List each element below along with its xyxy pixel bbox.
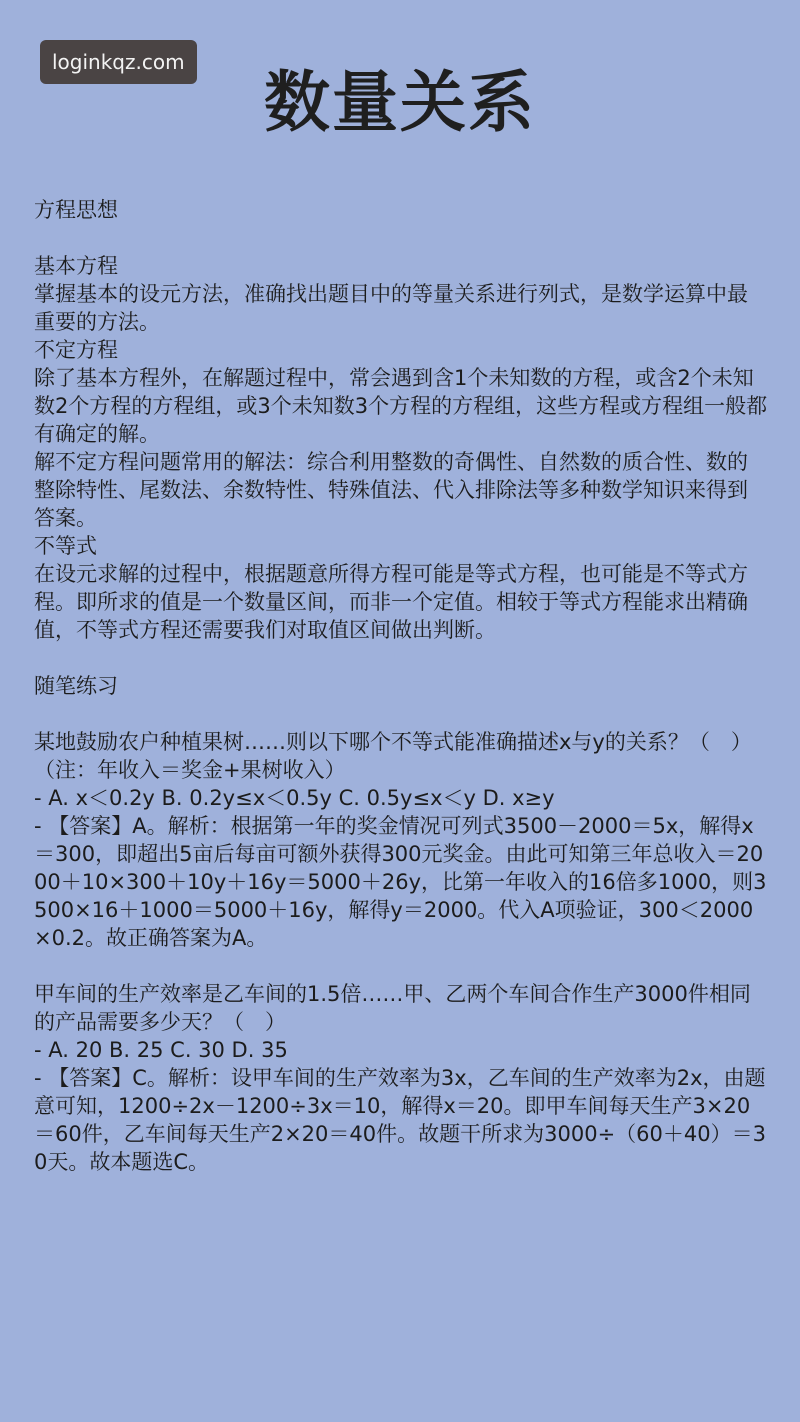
question-1-text: 某地鼓励农户种植果树……则以下哪个不等式能准确描述x与y的关系？（ ）（注：年收入＝奖金+果树收入）	[34, 730, 752, 782]
question-1-options: - A. x＜0.2y B. 0.2y≤x＜0.5y C. 0.5y≤x＜y D. x≥y	[34, 786, 555, 810]
subheading-basic-equation: 基本方程	[34, 254, 118, 278]
spacer	[34, 700, 768, 728]
question-1-answer: - 【答案】A。解析：根据第一年的奖金情况可列式3500－2000＝5x，解得x＝300，即超出5亩后每亩可额外获得300元奖金。由此可知第三年总收入＝2000＋10×300＋10y＋16y＝5000＋26y，比第一年收入的16倍多1000，则3500×16＋1000＝5000＋16y，解得y＝2000。代入A项验证，300＜2000×0.2。故正确答案为A。	[34, 814, 767, 950]
question-2-options: - A. 20 B. 25 C. 30 D. 35	[34, 1038, 288, 1062]
spacer	[34, 644, 768, 672]
paragraph-indefinite-equation: 除了基本方程外，在解题过程中，常会遇到含1个未知数的方程，或含2个未知数2个方程的方程组，或3个未知数3个方程的方程组，这些方程或方程组一般都有确定的解。	[34, 366, 768, 446]
question-2-text: 甲车间的生产效率是乙车间的1.5倍……甲、乙两个车间合作生产3000件相同的产品需要多少天？（ ）	[34, 982, 751, 1034]
spacer	[34, 224, 768, 252]
subheading-indefinite-equation: 不定方程	[34, 338, 118, 362]
question-2-answer: - 【答案】C。解析：设甲车间的生产效率为3x，乙车间的生产效率为2x，由题意可知，1200÷2x－1200÷3x＝10，解得x＝20。即甲车间每天生产3×20＝60件，乙车间每天生产2×20＝40件。故题干所求为3000÷（60＋40）＝30天。故本题选C。	[34, 1066, 766, 1174]
article-body	[34, 196, 768, 1176]
page-title: 数量关系	[264, 64, 536, 141]
subheading-inequality: 不等式	[34, 534, 97, 558]
section-heading-practice: 随笔练习	[34, 674, 118, 698]
section-heading-equation-thinking: 方程思想	[34, 198, 118, 222]
watermark-badge: loginkqz.com	[40, 40, 197, 84]
paragraph-indefinite-methods: 解不定方程问题常用的解法：综合利用整数的奇偶性、自然数的质合性、数的整除特性、尾数法、余数特性、特殊值法、代入排除法等多种数学知识来得到答案。	[34, 450, 748, 530]
paragraph-basic-equation: 掌握基本的设元方法，准确找出题目中的等量关系进行列式，是数学运算中最重要的方法。	[34, 282, 748, 334]
spacer	[34, 952, 768, 980]
paragraph-inequality: 在设元求解的过程中，根据题意所得方程可能是等式方程，也可能是不等式方程。即所求的值是一个数量区间，而非一个定值。相较于等式方程能求出精确值，不等式方程还需要我们对取值区间做出判断。	[34, 562, 748, 642]
